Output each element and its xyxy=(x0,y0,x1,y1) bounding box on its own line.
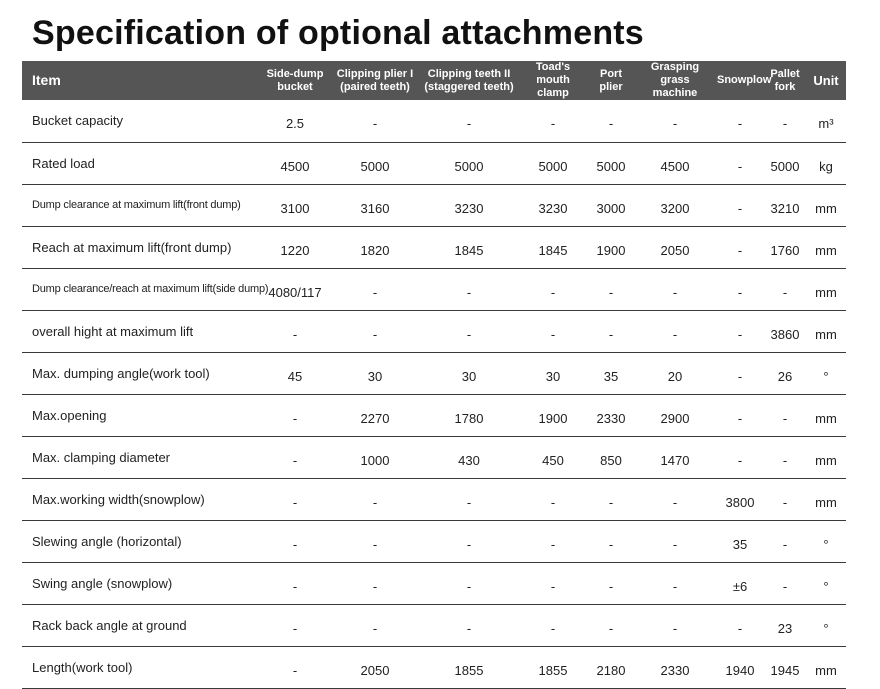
cell-value: - xyxy=(634,562,716,604)
cell-value: - xyxy=(330,604,420,646)
row-item-label: Max. clamping diameter xyxy=(22,436,260,478)
cell-value: 3800 xyxy=(716,478,764,520)
cell-value: 1845 xyxy=(518,226,588,268)
cell-value: - xyxy=(518,520,588,562)
cell-value: - xyxy=(634,310,716,352)
cell-value: - xyxy=(260,394,330,436)
cell-value: - xyxy=(716,226,764,268)
cell-value: 1000 xyxy=(330,436,420,478)
cell-value: 4500 xyxy=(634,142,716,184)
cell-value: - xyxy=(716,352,764,394)
cell-value: - xyxy=(330,478,420,520)
cell-value: - xyxy=(716,310,764,352)
header-side-dump-bucket: Side-dump bucket xyxy=(266,67,324,93)
row-item-label: Max. dumping angle(work tool) xyxy=(22,352,260,394)
cell-value: - xyxy=(518,100,588,142)
cell-value: - xyxy=(420,268,518,310)
row-item-label: Rack back angle at ground xyxy=(22,604,260,646)
cell-value: - xyxy=(764,268,806,310)
cell-value: 20 xyxy=(634,352,716,394)
cell-value: 5000 xyxy=(518,142,588,184)
cell-value: 3100 xyxy=(260,184,330,226)
cell-unit: mm xyxy=(806,646,846,688)
cell-value: 1855 xyxy=(420,646,518,688)
cell-value: - xyxy=(588,520,634,562)
cell-value: 450 xyxy=(518,436,588,478)
cell-value: 3210 xyxy=(764,184,806,226)
cell-value: - xyxy=(420,310,518,352)
cell-value: 2330 xyxy=(634,646,716,688)
table-row xyxy=(22,184,846,226)
cell-value: 430 xyxy=(420,436,518,478)
cell-unit: ° xyxy=(806,352,846,394)
cell-value: - xyxy=(420,520,518,562)
page-title: Specification of optional attachments xyxy=(32,14,644,52)
cell-value: - xyxy=(330,520,420,562)
cell-value: 2050 xyxy=(634,226,716,268)
cell-value: - xyxy=(518,604,588,646)
header-clipping-plier-1: Clipping plier I (paired teeth) xyxy=(336,67,414,93)
table-body xyxy=(22,100,846,688)
cell-unit: kg xyxy=(806,142,846,184)
cell-value: - xyxy=(260,520,330,562)
cell-value: - xyxy=(634,268,716,310)
cell-unit: mm xyxy=(806,478,846,520)
header-unit: Unit xyxy=(813,73,839,88)
cell-value: 2180 xyxy=(588,646,634,688)
cell-value: 30 xyxy=(330,352,420,394)
cell-value: - xyxy=(518,478,588,520)
cell-value: 1945 xyxy=(764,646,806,688)
cell-value: - xyxy=(716,394,764,436)
cell-value: 3230 xyxy=(420,184,518,226)
cell-value: 850 xyxy=(588,436,634,478)
cell-value: 2050 xyxy=(330,646,420,688)
cell-unit: ° xyxy=(806,520,846,562)
cell-value: 35 xyxy=(716,520,764,562)
table-row xyxy=(22,352,846,394)
cell-value: 2900 xyxy=(634,394,716,436)
row-item-label: Max.working width(snowplow) xyxy=(22,478,260,520)
cell-unit: m³ xyxy=(806,100,846,142)
table-row xyxy=(22,142,846,184)
cell-value: - xyxy=(764,562,806,604)
cell-value: 2270 xyxy=(330,394,420,436)
cell-value: - xyxy=(330,100,420,142)
cell-unit: mm xyxy=(806,226,846,268)
cell-value: 30 xyxy=(518,352,588,394)
cell-value: - xyxy=(420,562,518,604)
header-toads-mouth-clamp: Toad's mouth clamp xyxy=(535,61,571,99)
row-item-label: Dump clearance at maximum lift(front dump) xyxy=(22,184,260,226)
cell-value: 30 xyxy=(420,352,518,394)
cell-value: - xyxy=(260,436,330,478)
cell-value: - xyxy=(588,310,634,352)
row-item-label: Reach at maximum lift(front dump) xyxy=(22,226,260,268)
cell-value: - xyxy=(518,268,588,310)
cell-value: - xyxy=(764,394,806,436)
cell-value: - xyxy=(330,562,420,604)
cell-value: - xyxy=(716,100,764,142)
cell-value: - xyxy=(518,562,588,604)
cell-value: 4500 xyxy=(260,142,330,184)
cell-value: - xyxy=(518,310,588,352)
table-header-row xyxy=(22,61,846,100)
cell-value: - xyxy=(260,604,330,646)
cell-value: - xyxy=(588,268,634,310)
cell-value: - xyxy=(634,100,716,142)
cell-value: - xyxy=(716,142,764,184)
cell-value: 2.5 xyxy=(260,100,330,142)
cell-value: - xyxy=(420,604,518,646)
cell-value: - xyxy=(716,436,764,478)
cell-value: 1855 xyxy=(518,646,588,688)
row-item-label: Bucket capacity xyxy=(22,100,260,142)
header-pallet-fork: Pallet fork xyxy=(770,67,800,93)
cell-value: - xyxy=(588,562,634,604)
cell-value: 1760 xyxy=(764,226,806,268)
table-row xyxy=(22,646,846,688)
cell-value: 3230 xyxy=(518,184,588,226)
row-item-label: Dump clearance/reach at maximum lift(side dump) xyxy=(22,268,260,310)
cell-value: 5000 xyxy=(420,142,518,184)
cell-value: 3200 xyxy=(634,184,716,226)
header-snowplow: Snowplow xyxy=(717,74,772,86)
table-row xyxy=(22,436,846,478)
cell-value: - xyxy=(260,310,330,352)
cell-value: 3860 xyxy=(764,310,806,352)
table-row xyxy=(22,604,846,646)
cell-value: - xyxy=(764,100,806,142)
cell-value: - xyxy=(764,478,806,520)
cell-value: 5000 xyxy=(764,142,806,184)
row-item-label: Length(work tool) xyxy=(22,646,260,688)
table-row xyxy=(22,226,846,268)
cell-value: 1900 xyxy=(588,226,634,268)
cell-value: 1900 xyxy=(518,394,588,436)
cell-value: 4080/117 xyxy=(260,268,330,310)
cell-value: 2330 xyxy=(588,394,634,436)
cell-unit: ° xyxy=(806,604,846,646)
cell-value: 1780 xyxy=(420,394,518,436)
cell-unit: mm xyxy=(806,436,846,478)
cell-unit: mm xyxy=(806,184,846,226)
cell-value: 1470 xyxy=(634,436,716,478)
header-item: Item xyxy=(32,72,61,88)
cell-value: - xyxy=(634,604,716,646)
table-row xyxy=(22,310,846,352)
row-item-label: Swing angle (snowplow) xyxy=(22,562,260,604)
cell-value: - xyxy=(330,310,420,352)
table-row xyxy=(22,268,846,310)
cell-value: - xyxy=(716,268,764,310)
header-grasping-grass-machine: Grasping grass machine xyxy=(650,61,700,99)
cell-value: - xyxy=(420,478,518,520)
cell-value: 5000 xyxy=(330,142,420,184)
table-row xyxy=(22,520,846,562)
row-item-label: overall hight at maximum lift xyxy=(22,310,260,352)
cell-value: - xyxy=(420,100,518,142)
cell-value: - xyxy=(260,562,330,604)
row-item-label: Slewing angle (horizontal) xyxy=(22,520,260,562)
cell-value: 35 xyxy=(588,352,634,394)
cell-value: - xyxy=(764,520,806,562)
spec-table xyxy=(22,61,846,689)
cell-value: - xyxy=(260,646,330,688)
cell-value: - xyxy=(634,478,716,520)
cell-value: - xyxy=(634,520,716,562)
cell-value: - xyxy=(330,268,420,310)
cell-value: ±6 xyxy=(716,562,764,604)
cell-value: - xyxy=(588,478,634,520)
cell-unit: mm xyxy=(806,268,846,310)
row-item-label: Rated load xyxy=(22,142,260,184)
cell-value: 3160 xyxy=(330,184,420,226)
cell-value: - xyxy=(260,478,330,520)
cell-value: - xyxy=(588,604,634,646)
cell-value: 23 xyxy=(764,604,806,646)
cell-value: 3000 xyxy=(588,184,634,226)
header-port-plier: Port plier xyxy=(599,67,623,93)
cell-value: 1820 xyxy=(330,226,420,268)
table-row xyxy=(22,562,846,604)
cell-value: 1940 xyxy=(716,646,764,688)
row-item-label: Max.opening xyxy=(22,394,260,436)
cell-value: 5000 xyxy=(588,142,634,184)
cell-value: 1845 xyxy=(420,226,518,268)
table-row xyxy=(22,100,846,142)
cell-value: 45 xyxy=(260,352,330,394)
cell-value: 1220 xyxy=(260,226,330,268)
cell-value: - xyxy=(588,100,634,142)
cell-value: - xyxy=(764,436,806,478)
cell-value: - xyxy=(716,604,764,646)
cell-unit: mm xyxy=(806,310,846,352)
cell-value: 26 xyxy=(764,352,806,394)
cell-unit: ° xyxy=(806,562,846,604)
cell-unit: mm xyxy=(806,394,846,436)
header-clipping-teeth-2: Clipping teeth II (staggered teeth) xyxy=(424,67,514,93)
cell-value: - xyxy=(716,184,764,226)
table-row xyxy=(22,394,846,436)
table-row xyxy=(22,478,846,520)
